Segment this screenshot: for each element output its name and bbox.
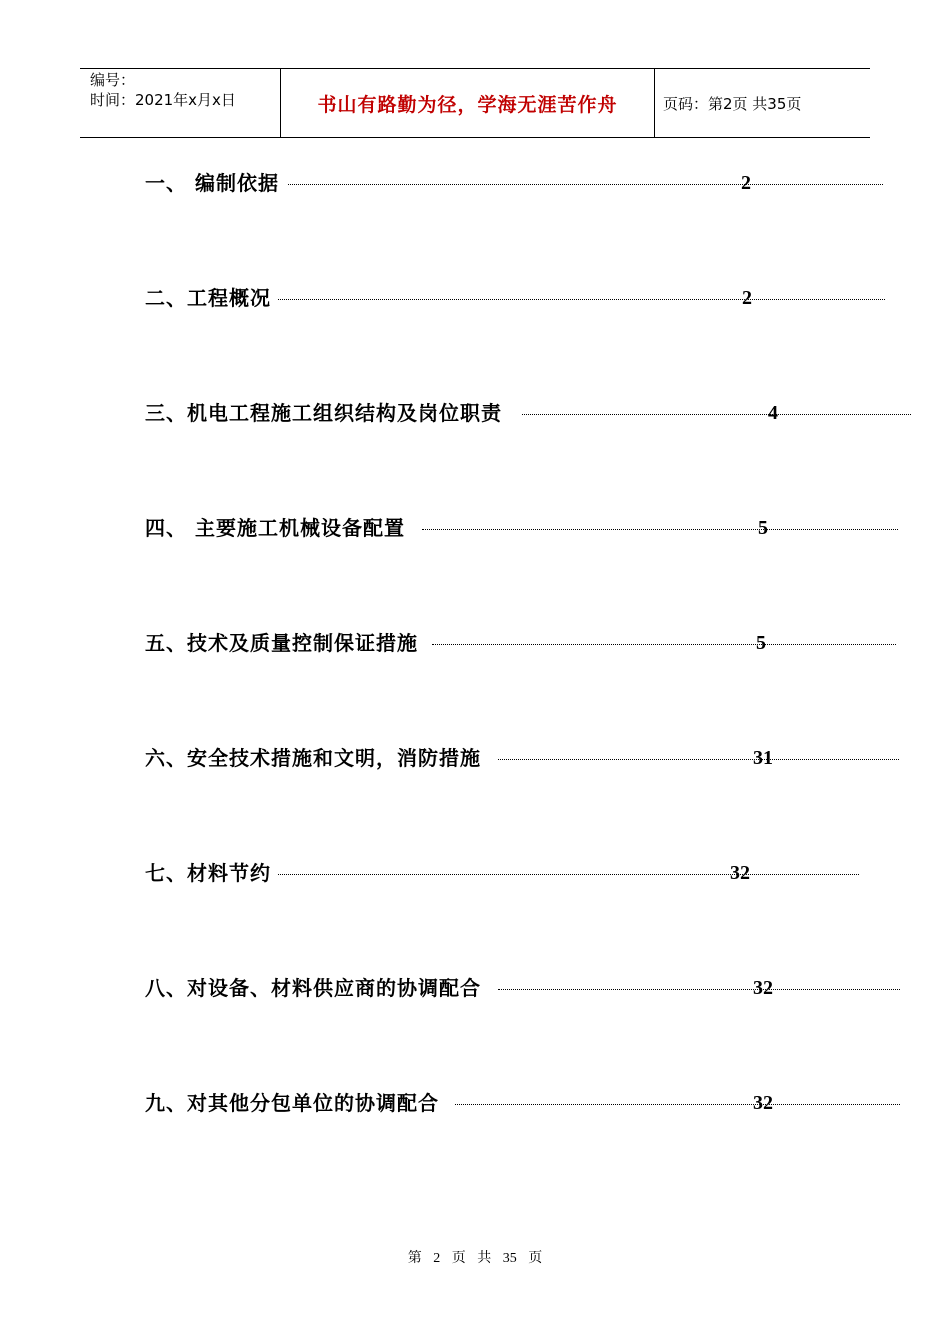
toc-leader-dots — [498, 989, 900, 990]
toc-entry-page: 32 — [730, 862, 750, 884]
toc-entry-page: 4 — [768, 402, 778, 424]
toc-entry-label: 七、材料节约 — [145, 861, 271, 885]
toc-entry-label: 一、 编制依据 — [145, 171, 279, 195]
footer-ye: 页 — [451, 1251, 466, 1266]
toc-entry-label: 二、工程概况 — [145, 286, 271, 310]
toc-leader-dots — [288, 184, 883, 185]
header-page-info: 页码：第2页 共35页 — [663, 94, 802, 113]
header-motto: 书山有路勤为径，学海无涯苦作舟 — [317, 93, 618, 116]
toc-entry-page: 2 — [741, 172, 751, 194]
toc-entry-label: 九、对其他分包单位的协调配合 — [145, 1091, 439, 1115]
footer-di: 第 — [407, 1251, 422, 1266]
footer-current-page: 2 — [433, 1251, 441, 1266]
toc-leader-dots — [522, 414, 911, 415]
toc-entry-label: 四、 主要施工机械设备配置 — [145, 516, 405, 540]
toc-entry-page: 5 — [758, 517, 768, 539]
toc-leader-dots — [278, 299, 885, 300]
header-middle-cell — [281, 69, 655, 137]
toc-entry-page: 5 — [756, 632, 766, 654]
toc-entry-page: 32 — [753, 1092, 773, 1114]
page-footer — [0, 1247, 950, 1267]
toc-entry-page: 2 — [742, 287, 752, 309]
footer-ye: 页 — [528, 1251, 543, 1266]
toc-leader-dots — [422, 529, 898, 530]
header-left-cell — [80, 69, 281, 137]
toc-entry-label: 三、机电工程施工组织结构及岗位职责 — [145, 401, 502, 425]
footer-gong: 共 — [477, 1251, 492, 1266]
toc-entry-label: 六、安全技术措施和文明，消防措施 — [145, 746, 481, 770]
page-header — [80, 68, 870, 138]
serial-label: 编号： — [90, 71, 136, 89]
toc-entry-label: 八、对设备、材料供应商的协调配合 — [145, 976, 481, 1000]
toc-leader-dots — [278, 874, 859, 875]
toc-entry-page: 32 — [753, 977, 773, 999]
header-right-cell — [655, 69, 870, 137]
toc-entry-page: 31 — [753, 747, 773, 769]
toc-leader-dots — [498, 759, 899, 760]
toc-entry-label: 五、技术及质量控制保证措施 — [145, 631, 418, 655]
footer-total-pages: 35 — [502, 1251, 517, 1266]
toc-leader-dots — [455, 1104, 900, 1105]
toc-leader-dots — [432, 644, 896, 645]
date-label: 时间：2021年x月x日 — [90, 91, 236, 109]
